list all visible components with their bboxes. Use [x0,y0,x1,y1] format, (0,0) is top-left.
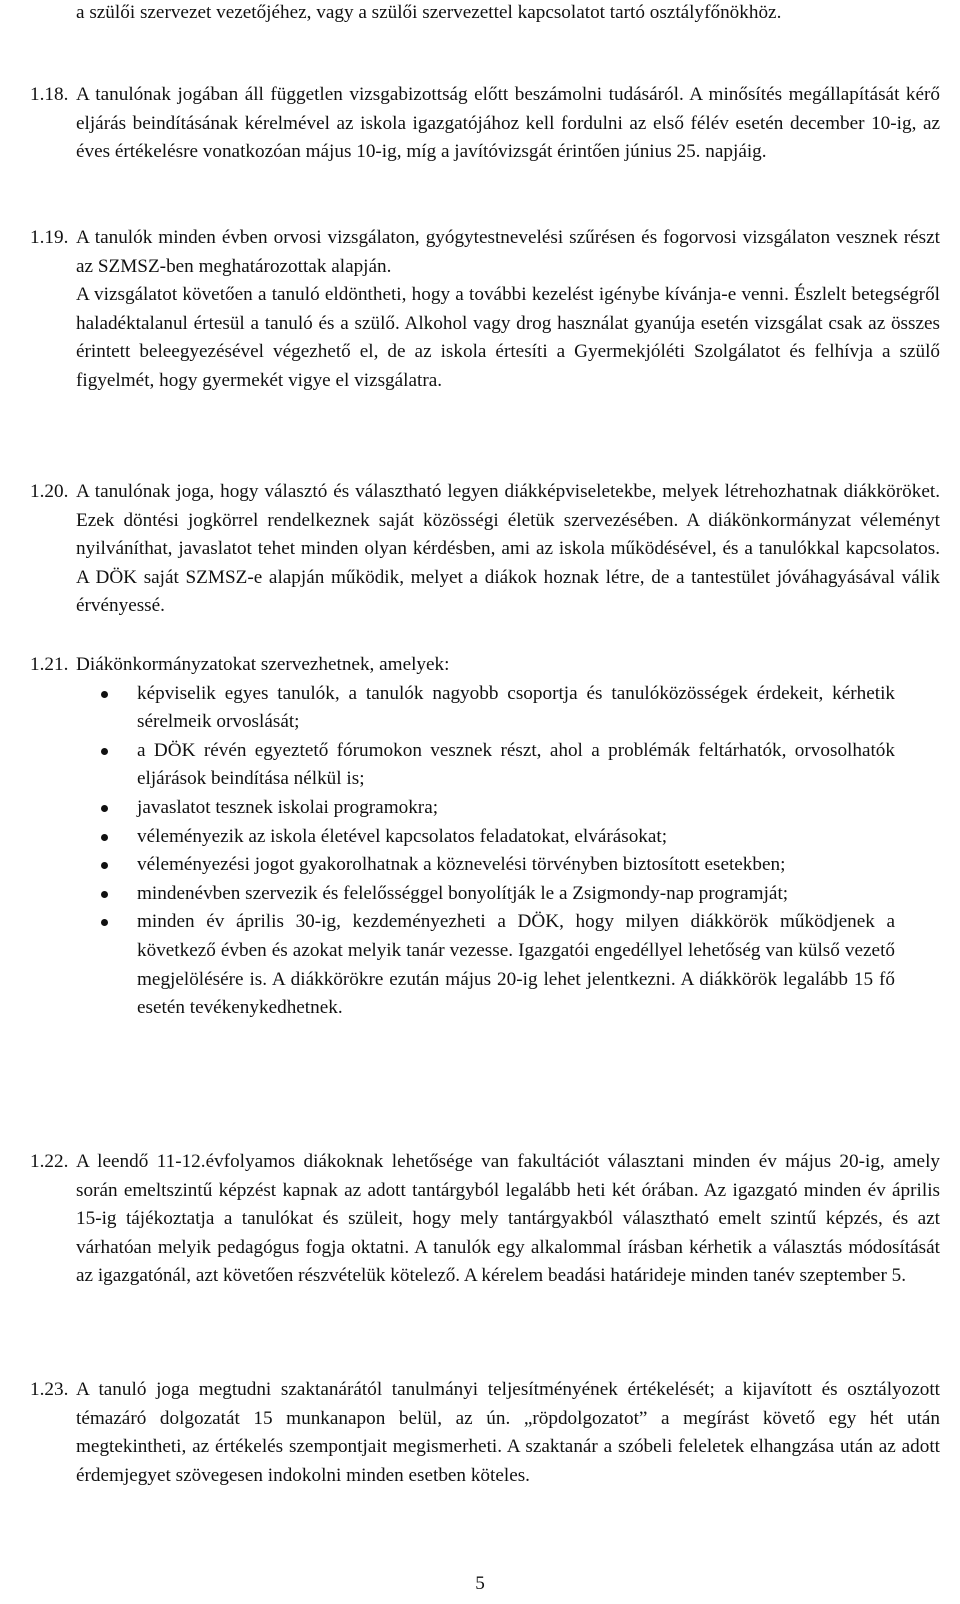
section-1-20 [30,478,940,621]
list-item: képviselik egyes tanulók, a tanulók nagyobb csoportja és tanulóközösségek érdekeit, kérhetik sérelmeik orvoslását; [137,680,895,737]
list-item: véleményezik az iskola életével kapcsolatos feladatokat, elvárásokat; [137,823,895,852]
list-item: minden év április 30-ig, kezdeményezheti a DÖK, hogy milyen diákkörök működjenek a következő évben és azokat melyik tanár vezesse. Igazgatói engedéllyel lehetőség van külső vezető megjelölésére is. A diákkörökre ezután május 20-ig lehet jelentkezni. A diákkörök legalább 15 fő esetén tevékenykedhetnek. [137,908,895,1022]
section-number: 1.20. [30,481,69,502]
list-item: véleményezési jogot gyakorolhatnak a köznevelési törvényben biztosított esetekben; [137,851,895,880]
section-number: 1.21. [30,654,69,675]
list-item: a DÖK révén egyeztető fórumokon vesznek részt, ahol a problémák feltárhatók, orvosolhatók eljárások beindítása nélkül is; [137,737,895,794]
section-1-18 [30,81,940,167]
section-number: 1.18. [30,84,69,105]
section-text: A leendő 11-12.évfolyamos diákoknak lehetősége van fakultációt választani minden év május 20-ig, amely során emeltszintű képzést kapnak az adott tantárgyból legalább heti két órában. Az igazgató minden év április 15-ig tájékoztatja a tanulókat és szüleit, hogy mely tantárgyakból választható emelt szintű képzés, és azt várhatóan melyik pedagógus fogja oktatni. A tanulók egy alkalommal írásban kérhetik a választás módosítását az igazgatónál, azt követően részvételük kötelező. A kérelem beadási határideje minden tanév szeptember 5. [76,1151,940,1287]
section-1-23 [30,1376,940,1490]
section-text: A tanuló joga megtudni szaktanárától tanulmányi teljesítményének értékelését; a kijavított és osztályozott témazáró dolgozatát 15 munkanapon belül, az ún. „röpdolgozatot” a megírást követő egy hét után megtekintheti, az értékelés szempontjait megismerheti. A szaktanár a szóbeli feleletek elhangzása után az adott érdemjegyet szövegesen indokolni minden esetben köteles. [76,1379,940,1486]
bullet-list [137,680,895,1023]
section-body [76,224,940,396]
section-text: A tanulónak joga, hogy választó és választható legyen diákképviseletekbe, melyek létrehozhatnak diákköröket. Ezek döntési jogkörrel rendelkeznek saját közösségi életük szervezésében. A diákönkormányzat véleményt nyilváníthat, javaslatot tehet minden olyan kérdésben, ami az iskola működésével, és a tanulókkal kapcsolatos. A DÖK saját SZMSZ-e alapján működik, melyet a diákok hoznak létre, de a tantestület jóváhagyásával válik érvényessé. [76,481,940,617]
section-paragraph: A vizsgálatot követően a tanuló eldöntheti, hogy a további kezelést igénybe kívánja-e venni. Észlelt betegségről haladéktalanul értesül a tanuló és a szülő. Alkohol vagy drog használat gyanúja esetén vizsgálat csak az összes érintett beleegyezésével végezhető el, de az iskola értesíti a Gyermekjóléti Szolgálatot és felhívja a szülő figyelmét, hogy gyermekét vigye el vizsgálatra. [76,284,940,391]
section-1-19 [30,224,940,396]
list-item: javaslatot tesznek iskolai programokra; [137,794,895,823]
section-paragraph: A tanulók minden évben orvosi vizsgálaton, gyógytestnevelési szűrésen és fogorvosi vizsgálaton vesznek részt az SZMSZ-ben meghatározottak alapján. [76,227,940,277]
intro-paragraph: a szülői szervezet vezetőjéhez, vagy a szülői szervezettel kapcsolatot tartó osztályfőnökhöz. [76,2,782,23]
section-number: 1.23. [30,1379,69,1400]
section-number: 1.22. [30,1151,69,1172]
section-text: A tanulónak jogában áll független vizsgabizottság előtt beszámolni tudásáról. A minősítés megállapítását kérő eljárás beindításának kérelmével az iskola igazgatójához kell fordulni az első félév esetén december 10-ig, az éves értékelésre vonatkozóan május 10-ig, míg a javítóvizsgát érintően június 25. napjáig. [76,84,940,163]
page-number: 5 [475,1573,485,1594]
section-1-21 [30,651,940,1023]
section-1-22 [30,1148,940,1291]
list-item: mindenévben szervezik és felelősséggel bonyolítják le a Zsigmondy-nap programját; [137,880,895,909]
section-lead: Diákönkormányzatokat szervezhetnek, amelyek: [76,654,450,675]
section-number: 1.19. [30,227,69,248]
